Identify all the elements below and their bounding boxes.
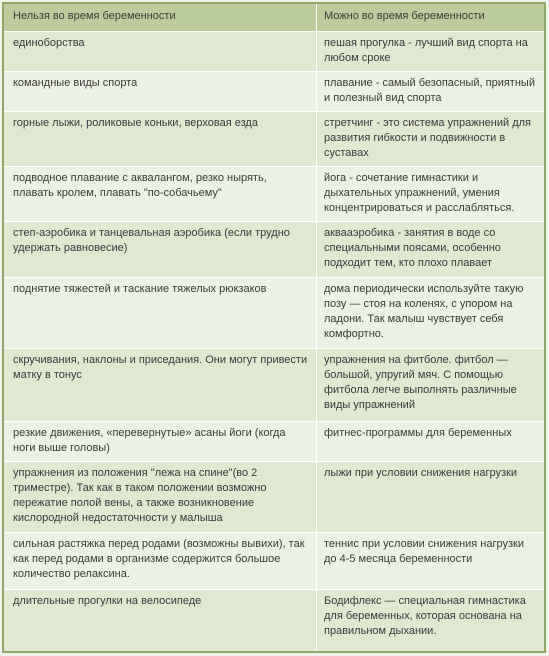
table-header-row bbox=[4, 4, 544, 32]
forbidden-cell: сильная растяжка перед родами (возможны вывихи), так как перед родами в организме содержится большое количество релаксина. bbox=[4, 533, 317, 590]
table-row bbox=[4, 590, 544, 651]
allowed-cell: йога - сочетание гимнастики и дыхательных упражнений, умения концентрироваться и расслабляться. bbox=[317, 167, 544, 222]
allowed-cell: фитнес-программы для беременных bbox=[317, 422, 544, 463]
table-row bbox=[4, 167, 544, 222]
allowed-cell: пешая прогулка - лучший вид спорта на любом сроке bbox=[317, 32, 544, 73]
table-row bbox=[4, 533, 544, 590]
table-row bbox=[4, 349, 544, 421]
table-row bbox=[4, 278, 544, 349]
allowed-cell: лыжи при условии снижения нагрузки bbox=[317, 462, 544, 532]
table-row bbox=[4, 462, 544, 532]
allowed-cell: плавание - самый безопасный, приятный и полезный вид спорта bbox=[317, 72, 544, 112]
forbidden-cell: скручивания, наклоны и приседания. Они могут привести матку в тонус bbox=[4, 349, 317, 421]
allowed-cell: Бодифлекс — специальная гимнастика для беременных, которая основана на правильном дыхании. bbox=[317, 590, 544, 651]
allowed-cell: дома периодически используйте такую позу — стоя на коленях, с упором на ладони. Так малыш чувствует себя комфортно. bbox=[317, 278, 544, 349]
allowed-cell: аквааэробика - занятия в воде со специальными поясами, особенно подходит тем, кто плохо плавает bbox=[317, 222, 544, 278]
table-row bbox=[4, 72, 544, 112]
table-frame bbox=[2, 2, 546, 653]
table-row bbox=[4, 422, 544, 463]
table-row bbox=[4, 112, 544, 167]
forbidden-cell: резкие движения, «перевернутые» асаны йоги (когда ноги выше головы) bbox=[4, 422, 317, 463]
forbidden-cell: командные виды спорта bbox=[4, 72, 317, 112]
table-row bbox=[4, 32, 544, 73]
forbidden-cell: поднятие тяжестей и таскание тяжелых рюкзаков bbox=[4, 278, 317, 349]
table-row bbox=[4, 222, 544, 278]
allowed-cell: теннис при условии снижения нагрузки до 4-5 месяца беременности bbox=[317, 533, 544, 590]
forbidden-cell: упражнения из положения "лежа на спине"(во 2 триместре). Так как в таком положении возможно пережатие полой вены, а также возникновение кислородной недостаточности у малыша bbox=[4, 462, 317, 532]
forbidden-cell: степ-аэробика и танцевальная аэробика (если трудно удержать равновесие) bbox=[4, 222, 317, 278]
header-allowed: Можно во время беременности bbox=[317, 4, 544, 32]
forbidden-cell: подводное плавание с аквалангом, резко нырять, плавать кролем, плавать "по-собачьему" bbox=[4, 167, 317, 222]
header-forbidden: Нельзя во время беременности bbox=[4, 4, 317, 32]
pregnancy-sports-table bbox=[4, 4, 544, 651]
forbidden-cell: единоборства bbox=[4, 32, 317, 73]
forbidden-cell: горные лыжи, роликовые коньки, верховая езда bbox=[4, 112, 317, 167]
forbidden-cell: длительные прогулки на велосипеде bbox=[4, 590, 317, 651]
allowed-cell: стретчинг - это система упражнений для развития гибкости и подвижности в суставах bbox=[317, 112, 544, 167]
allowed-cell: упражнения на фитболе. фитбол — большой, упругий мяч. С помощью фитбола легче выполнять различные виды упражнений bbox=[317, 349, 544, 421]
